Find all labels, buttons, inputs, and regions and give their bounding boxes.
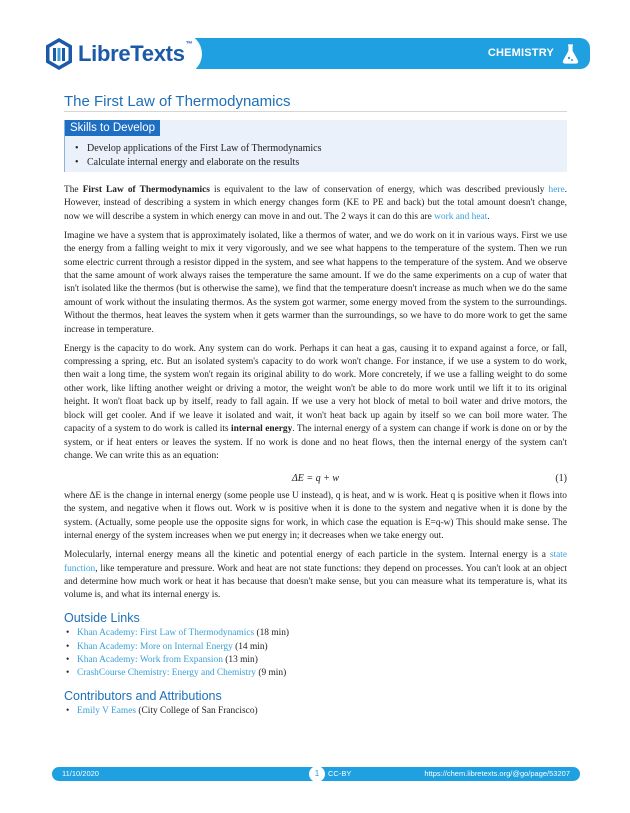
outside-link[interactable]: Khan Academy: First Law of Thermodynamics bbox=[77, 628, 255, 639]
outside-links-heading: Outside Links bbox=[64, 610, 140, 625]
paragraph-isolated-system: Imagine we have a system that is approximately isolated, like a thermos of water, and we do work on it in various ways. First we use the energy from a falling weight to mix it very vigorously, and we see what happens to the temperature of the system. Then we run some electric current through a resistor dipped in the system, and see what happens to the temperature of the system. And we observe that the same amount of work always raises the temperature the same amount. If we do the same experiments on a cup of water that isn't isolated like the thermos (but is otherwise the same), we find that the temperature doesn't increase as much when we do the same amount of work without the insulating thermos. As the system got warmer, some energy moved from the system to the surroundings. Without the thermos, heat leaves the system when it gets warmer than the surroundings, so we have to do more work to get the same increase in temperature. bbox=[64, 230, 567, 335]
text: . The internal energy of a system can change if work is done on or by the system, or if heat enters or leaves the system. If no work is done and no heat flows, then the internal energy of the system can't change. We can write this as an equation: bbox=[64, 424, 568, 461]
logo-text: LibreTexts bbox=[78, 41, 185, 66]
list-item bbox=[64, 705, 567, 718]
skills-list bbox=[75, 142, 321, 170]
text: . bbox=[487, 211, 490, 222]
equation-expression: ΔE = q + w bbox=[291, 472, 340, 484]
contributor-affiliation: (City College of San Francisco) bbox=[136, 706, 258, 717]
link-state-function[interactable]: state function bbox=[64, 550, 567, 574]
outside-link[interactable]: Khan Academy: Work from Expansion bbox=[77, 654, 223, 665]
page-footer bbox=[52, 767, 580, 781]
skills-box bbox=[64, 120, 567, 172]
text: Energy is the capacity to do work. Any system can do work. Perhaps it can heat a gas, causing it to expand against a force, or fall, compressing a spring, etc. But an isolated system's capacity to do work won't change. For instance, if we use a system to do work, then wait a long time, the system won't regain its original ability to do work. More concretely, if we use a falling weight to do some other work, like lifting another weight or driving a motor, the weight won't be able to do more work until we lift it to its original height. It won't float back up by itself, ready to fall again. If we use a very hot block of metal to boil water and drive motors, the block will get cooler. And if we leave it isolated and wait, it won't heat back up again by itself so we can boil more water. The capacity of a system to do work is called its bbox=[64, 343, 567, 435]
text: , like temperature and pressure. Work and heat are not state functions: they depend on processes. You can't look at an object and determine how much work or heat it has because that doesn't make sense, but you can measure what its temperature is, what its volume is, and what its internal energy is. bbox=[64, 563, 567, 601]
bold-term: First Law of Thermodynamics bbox=[82, 185, 210, 195]
page-header bbox=[42, 37, 590, 71]
libretexts-logo[interactable] bbox=[42, 33, 202, 75]
contributors-list bbox=[64, 705, 567, 718]
skills-label: Skills to Develop bbox=[65, 120, 160, 136]
page-title: The First Law of Thermodynamics bbox=[64, 93, 291, 110]
contributor-link[interactable]: Emily V Eames bbox=[77, 706, 137, 717]
paragraph-intro bbox=[64, 184, 567, 224]
subject-label[interactable]: CHEMISTRY bbox=[487, 47, 554, 59]
outside-link[interactable]: CrashCourse Chemistry: Energy and Chemistry bbox=[77, 668, 256, 679]
contributors-heading: Contributors and Attributions bbox=[64, 688, 222, 703]
title-divider bbox=[64, 111, 567, 112]
list-item bbox=[64, 667, 567, 680]
outside-link[interactable]: Khan Academy: More on Internal Energy bbox=[77, 641, 233, 652]
list-item bbox=[64, 627, 567, 640]
link-here[interactable]: here bbox=[548, 185, 565, 195]
skills-item: • Calculate internal energy and elaborate on the results bbox=[75, 156, 321, 170]
list-item bbox=[64, 654, 567, 667]
footer-date: 11/10/2020 bbox=[62, 769, 99, 778]
text: . However, instead of describing a system in which energy changes form (KE to PE and back) but the total amount doesn't change, now we will describe a system in which energy can move in and out. The 2 ways it can do this are bbox=[64, 185, 567, 222]
page-number: 1 bbox=[309, 766, 325, 782]
bold-term: internal energy bbox=[231, 424, 293, 435]
outside-links-list bbox=[64, 627, 567, 681]
link-duration: (9 min) bbox=[255, 668, 287, 679]
link-duration: (13 min) bbox=[222, 654, 258, 665]
skills-item: • Develop applications of the First Law of Thermodynamics bbox=[75, 142, 321, 156]
logo-wordmark bbox=[78, 41, 192, 67]
text: is equivalent to the law of conservation of energy, which was described previously bbox=[209, 185, 549, 195]
license-label: CC-BY bbox=[328, 769, 352, 778]
link-work-and-heat[interactable]: work and heat bbox=[434, 211, 488, 222]
page-url[interactable]: https://chem.libretexts.org/@go/page/53207 bbox=[424, 769, 570, 778]
paragraph-molecular bbox=[64, 549, 567, 603]
paragraph-sign-convention: where ΔE is the change in internal energy (some people use U instead), q is heat, and w is work. Heat q is positive when it flows into the system, and negative when it flows out. Work w is positive when it is done to the system and negative when it is done by the system. (Actually, some people use the opposite signs for work, in which case the equation is E=q-w) This should make sense. The internal energy of the system increases when we put energy in; it decreases when we take energy out. bbox=[64, 490, 567, 542]
link-duration: (14 min) bbox=[232, 641, 268, 652]
logo-trademark: ™ bbox=[185, 41, 193, 48]
equation bbox=[64, 469, 567, 489]
flask-icon bbox=[562, 44, 579, 64]
main-content bbox=[64, 184, 567, 719]
libretexts-logo-icon bbox=[44, 37, 74, 71]
paragraph-energy bbox=[64, 343, 567, 464]
equation-number: (1) bbox=[555, 472, 567, 484]
text: The bbox=[64, 185, 83, 195]
list-item bbox=[64, 641, 567, 654]
text: Molecularly, internal energy means all the kinetic and potential energy of each particle in the system. Internal energy is a bbox=[64, 550, 550, 561]
link-duration: (18 min) bbox=[254, 628, 290, 639]
